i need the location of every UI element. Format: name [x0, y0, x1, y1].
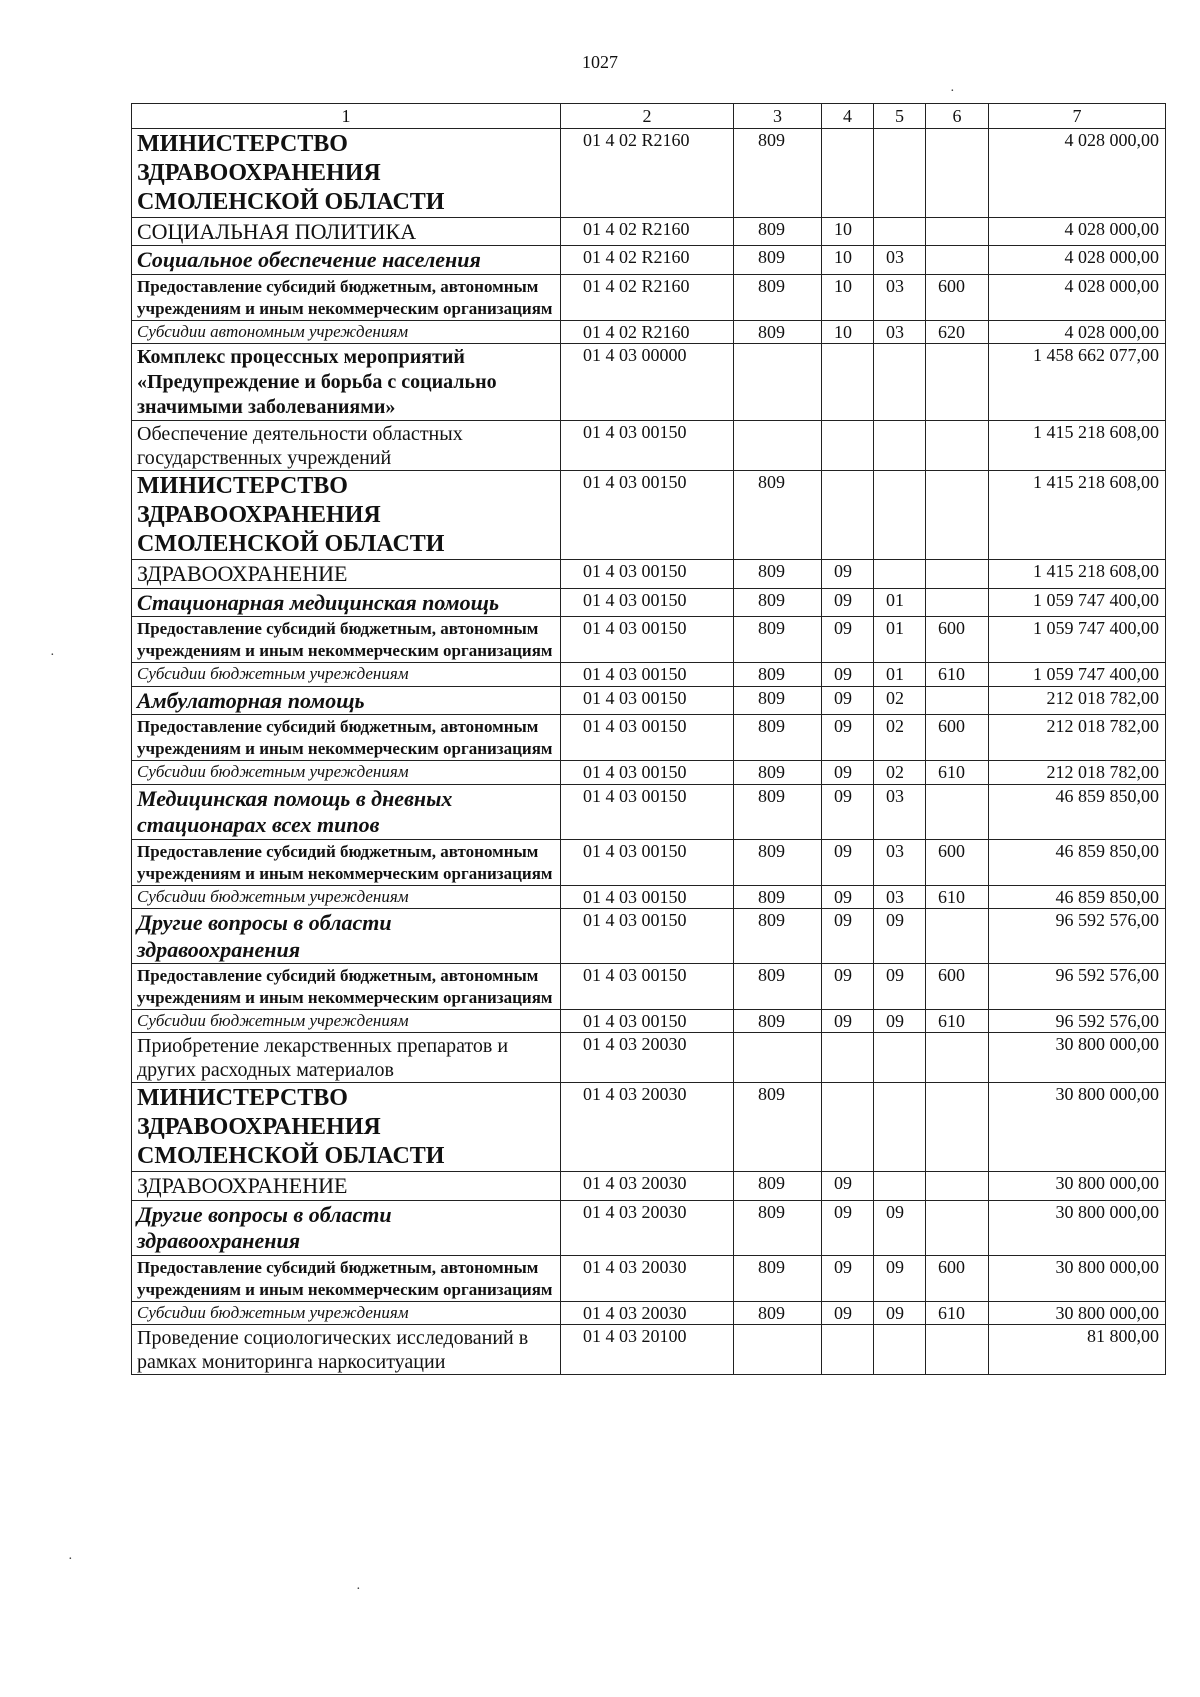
admin-code	[734, 421, 822, 471]
subsection-code	[874, 129, 926, 218]
amount: 4 028 000,00	[989, 274, 1166, 320]
column-number: 2	[561, 104, 734, 129]
row-name: ЗДРАВООХРАНЕНИЕ	[132, 560, 561, 588]
target-article-code: 01 4 02 R2160	[561, 246, 734, 274]
section-code: 09	[822, 839, 874, 885]
row-name: Субсидии бюджетным учреждениям	[132, 663, 561, 687]
table-row-complex	[132, 344, 1166, 421]
admin-code: 809	[734, 246, 822, 274]
table-row-subsection	[132, 909, 1166, 964]
amount: 1 059 747 400,00	[989, 617, 1166, 663]
table-row-grant	[132, 617, 1166, 663]
section-code: 09	[822, 686, 874, 714]
expense-type-code: 600	[926, 1255, 989, 1301]
section-code: 09	[822, 885, 874, 909]
table-row-grant	[132, 963, 1166, 1009]
expense-type-code: 620	[926, 320, 989, 344]
amount: 1 415 218 608,00	[989, 471, 1166, 560]
admin-code: 809	[734, 617, 822, 663]
section-code	[822, 421, 874, 471]
admin-code: 809	[734, 560, 822, 588]
expense-type-code: 610	[926, 1301, 989, 1325]
amount: 30 800 000,00	[989, 1083, 1166, 1172]
row-name: Приобретение лекарственных препаратов и других расходных материалов	[132, 1033, 561, 1083]
section-code: 10	[822, 274, 874, 320]
row-name: Социальное обеспечение населения	[132, 246, 561, 274]
admin-code: 809	[734, 588, 822, 616]
section-code: 09	[822, 715, 874, 761]
amount: 96 592 576,00	[989, 1009, 1166, 1033]
target-article-code: 01 4 03 00150	[561, 839, 734, 885]
target-article-code: 01 4 03 00150	[561, 560, 734, 588]
table-row-subsidy	[132, 761, 1166, 785]
subsection-code	[874, 471, 926, 560]
admin-code: 809	[734, 839, 822, 885]
subsection-code: 03	[874, 839, 926, 885]
target-article-code: 01 4 03 00150	[561, 421, 734, 471]
expense-type-code	[926, 1200, 989, 1255]
row-name: Предоставление субсидий бюджетным, автономным учреждениям и иным некоммерческим организациям	[132, 1255, 561, 1301]
page-number: 1027	[582, 52, 618, 72]
subsection-code: 03	[874, 274, 926, 320]
target-article-code: 01 4 03 20030	[561, 1301, 734, 1325]
row-name: Комплекс процессных мероприятий «Предупреждение и борьба с социально значимыми заболеваниями»	[132, 344, 561, 421]
amount: 30 800 000,00	[989, 1172, 1166, 1200]
admin-code: 809	[734, 909, 822, 964]
section-code	[822, 344, 874, 421]
amount: 46 859 850,00	[989, 839, 1166, 885]
row-name: Субсидии бюджетным учреждениям	[132, 885, 561, 909]
expense-type-code	[926, 686, 989, 714]
section-code: 09	[822, 663, 874, 687]
row-name: Медицинская помощь в дневных стационарах всех типов	[132, 784, 561, 839]
subsection-code: 09	[874, 963, 926, 1009]
admin-code: 809	[734, 963, 822, 1009]
expense-type-code	[926, 129, 989, 218]
expense-type-code: 600	[926, 274, 989, 320]
amount: 30 800 000,00	[989, 1033, 1166, 1083]
row-name: Субсидии автономным учреждениям	[132, 320, 561, 344]
section-code: 09	[822, 909, 874, 964]
section-code	[822, 129, 874, 218]
amount: 212 018 782,00	[989, 761, 1166, 785]
table-row-subsection	[132, 246, 1166, 274]
expense-type-code: 610	[926, 761, 989, 785]
subsection-code	[874, 421, 926, 471]
table-row-ministry	[132, 129, 1166, 218]
section-code: 09	[822, 1255, 874, 1301]
amount: 1 415 218 608,00	[989, 560, 1166, 588]
target-article-code: 01 4 03 20030	[561, 1172, 734, 1200]
amount: 212 018 782,00	[989, 715, 1166, 761]
section-code	[822, 1083, 874, 1172]
amount: 4 028 000,00	[989, 129, 1166, 218]
row-name: Предоставление субсидий бюджетным, автономным учреждениям и иным некоммерческим организациям	[132, 839, 561, 885]
admin-code	[734, 1033, 822, 1083]
section-code	[822, 1325, 874, 1375]
section-code	[822, 1033, 874, 1083]
target-article-code: 01 4 03 20030	[561, 1033, 734, 1083]
expense-type-code	[926, 784, 989, 839]
column-number: 4	[822, 104, 874, 129]
subsection-code: 02	[874, 715, 926, 761]
table-row-section	[132, 560, 1166, 588]
admin-code: 809	[734, 885, 822, 909]
scan-speck-icon: ·	[950, 84, 955, 99]
scan-speck-icon: ·	[356, 1582, 361, 1597]
row-name: Субсидии бюджетным учреждениям	[132, 1301, 561, 1325]
admin-code: 809	[734, 129, 822, 218]
table-row-measure	[132, 421, 1166, 471]
column-number-row	[132, 104, 1166, 129]
expense-type-code: 600	[926, 617, 989, 663]
section-code: 09	[822, 1301, 874, 1325]
target-article-code: 01 4 03 00150	[561, 909, 734, 964]
admin-code: 809	[734, 1172, 822, 1200]
admin-code: 809	[734, 686, 822, 714]
subsection-code: 09	[874, 1301, 926, 1325]
expense-type-code	[926, 1325, 989, 1375]
table-row-subsidy	[132, 885, 1166, 909]
expense-type-code: 610	[926, 663, 989, 687]
expense-type-code: 610	[926, 885, 989, 909]
admin-code: 809	[734, 761, 822, 785]
scan-speck-icon: ·	[50, 648, 55, 663]
section-code: 09	[822, 1009, 874, 1033]
target-article-code: 01 4 03 00150	[561, 471, 734, 560]
section-code: 09	[822, 784, 874, 839]
target-article-code: 01 4 03 00150	[561, 617, 734, 663]
row-name: Амбулаторная помощь	[132, 686, 561, 714]
target-article-code: 01 4 03 00150	[561, 588, 734, 616]
section-code: 09	[822, 1172, 874, 1200]
subsection-code: 09	[874, 1255, 926, 1301]
row-name: МИНИСТЕРСТВО ЗДРАВООХРАНЕНИЯ СМОЛЕНСКОЙ ОБЛАСТИ	[132, 471, 561, 560]
amount: 46 859 850,00	[989, 885, 1166, 909]
target-article-code: 01 4 03 20030	[561, 1255, 734, 1301]
table-row-subsidy	[132, 1301, 1166, 1325]
row-name: МИНИСТЕРСТВО ЗДРАВООХРАНЕНИЯ СМОЛЕНСКОЙ ОБЛАСТИ	[132, 1083, 561, 1172]
target-article-code: 01 4 03 00150	[561, 784, 734, 839]
table-row-grant	[132, 274, 1166, 320]
target-article-code: 01 4 03 00150	[561, 761, 734, 785]
row-name: Субсидии бюджетным учреждениям	[132, 761, 561, 785]
amount: 1 059 747 400,00	[989, 588, 1166, 616]
amount: 1 059 747 400,00	[989, 663, 1166, 687]
amount: 4 028 000,00	[989, 320, 1166, 344]
admin-code	[734, 1325, 822, 1375]
subsection-code: 09	[874, 1009, 926, 1033]
admin-code: 809	[734, 1083, 822, 1172]
scan-speck-icon: ·	[68, 1552, 73, 1567]
subsection-code: 01	[874, 663, 926, 687]
admin-code: 809	[734, 320, 822, 344]
row-name: Предоставление субсидий бюджетным, автономным учреждениям и иным некоммерческим организациям	[132, 274, 561, 320]
expense-type-code	[926, 344, 989, 421]
subsection-code: 01	[874, 588, 926, 616]
expense-type-code	[926, 1033, 989, 1083]
section-code: 09	[822, 1200, 874, 1255]
target-article-code: 01 4 02 R2160	[561, 320, 734, 344]
table-row-measure	[132, 1325, 1166, 1375]
target-article-code: 01 4 02 R2160	[561, 129, 734, 218]
amount: 4 028 000,00	[989, 246, 1166, 274]
admin-code: 809	[734, 715, 822, 761]
section-code: 10	[822, 246, 874, 274]
subsection-code	[874, 1083, 926, 1172]
admin-code: 809	[734, 471, 822, 560]
section-code: 09	[822, 560, 874, 588]
column-number: 7	[989, 104, 1166, 129]
table-row-grant	[132, 715, 1166, 761]
section-code: 09	[822, 963, 874, 1009]
section-code: 09	[822, 761, 874, 785]
subsection-code: 02	[874, 686, 926, 714]
section-code: 10	[822, 218, 874, 246]
target-article-code: 01 4 03 00150	[561, 663, 734, 687]
column-number: 3	[734, 104, 822, 129]
subsection-code: 03	[874, 784, 926, 839]
admin-code: 809	[734, 274, 822, 320]
expense-type-code	[926, 909, 989, 964]
row-name: ЗДРАВООХРАНЕНИЕ	[132, 1172, 561, 1200]
amount: 30 800 000,00	[989, 1200, 1166, 1255]
row-name: Проведение социологических исследований в рамках мониторинга наркоситуации	[132, 1325, 561, 1375]
column-number: 5	[874, 104, 926, 129]
amount: 1 458 662 077,00	[989, 344, 1166, 421]
subsection-code: 09	[874, 909, 926, 964]
budget-table	[131, 103, 1166, 1375]
table-row-grant	[132, 839, 1166, 885]
target-article-code: 01 4 03 20100	[561, 1325, 734, 1375]
target-article-code: 01 4 03 00150	[561, 885, 734, 909]
section-code: 09	[822, 588, 874, 616]
admin-code: 809	[734, 1200, 822, 1255]
target-article-code: 01 4 03 00150	[561, 686, 734, 714]
expense-type-code	[926, 1172, 989, 1200]
table-row-subsidy	[132, 663, 1166, 687]
subsection-code: 03	[874, 885, 926, 909]
target-article-code: 01 4 03 00150	[561, 715, 734, 761]
subsection-code	[874, 1033, 926, 1083]
target-article-code: 01 4 02 R2160	[561, 218, 734, 246]
row-name: Субсидии бюджетным учреждениям	[132, 1009, 561, 1033]
subsection-code: 02	[874, 761, 926, 785]
target-article-code: 01 4 02 R2160	[561, 274, 734, 320]
amount: 96 592 576,00	[989, 909, 1166, 964]
table-row-subsection	[132, 784, 1166, 839]
subsection-code: 03	[874, 320, 926, 344]
table-row-subsection	[132, 588, 1166, 616]
amount: 4 028 000,00	[989, 218, 1166, 246]
admin-code: 809	[734, 1009, 822, 1033]
expense-type-code	[926, 471, 989, 560]
row-name: СОЦИАЛЬНАЯ ПОЛИТИКА	[132, 218, 561, 246]
section-code: 09	[822, 617, 874, 663]
table-row-ministry	[132, 471, 1166, 560]
subsection-code	[874, 560, 926, 588]
expense-type-code: 600	[926, 715, 989, 761]
expense-type-code	[926, 1083, 989, 1172]
section-code	[822, 471, 874, 560]
expense-type-code: 600	[926, 963, 989, 1009]
table-row-section	[132, 1172, 1166, 1200]
expense-type-code	[926, 218, 989, 246]
target-article-code: 01 4 03 00000	[561, 344, 734, 421]
expense-type-code: 610	[926, 1009, 989, 1033]
table-row-grant	[132, 1255, 1166, 1301]
row-name: Стационарная медицинская помощь	[132, 588, 561, 616]
amount: 81 800,00	[989, 1325, 1166, 1375]
row-name: Другие вопросы в области здравоохранения	[132, 1200, 561, 1255]
row-name: Предоставление субсидий бюджетным, автономным учреждениям и иным некоммерческим организациям	[132, 617, 561, 663]
table-row-subsidy	[132, 320, 1166, 344]
expense-type-code	[926, 560, 989, 588]
table-row-subsection	[132, 686, 1166, 714]
subsection-code	[874, 1325, 926, 1375]
expense-type-code	[926, 421, 989, 471]
subsection-code	[874, 218, 926, 246]
admin-code: 809	[734, 1255, 822, 1301]
expense-type-code	[926, 588, 989, 616]
admin-code: 809	[734, 1301, 822, 1325]
row-name: Обеспечение деятельности областных государственных учреждений	[132, 421, 561, 471]
target-article-code: 01 4 03 20030	[561, 1200, 734, 1255]
admin-code: 809	[734, 218, 822, 246]
admin-code: 809	[734, 663, 822, 687]
target-article-code: 01 4 03 00150	[561, 963, 734, 1009]
amount: 46 859 850,00	[989, 784, 1166, 839]
expense-type-code	[926, 246, 989, 274]
target-article-code: 01 4 03 20030	[561, 1083, 734, 1172]
budget-table-container	[131, 103, 1165, 1375]
column-number: 1	[132, 104, 561, 129]
subsection-code: 03	[874, 246, 926, 274]
amount: 30 800 000,00	[989, 1301, 1166, 1325]
table-row-subsidy	[132, 1009, 1166, 1033]
admin-code: 809	[734, 784, 822, 839]
column-number: 6	[926, 104, 989, 129]
target-article-code: 01 4 03 00150	[561, 1009, 734, 1033]
row-name: МИНИСТЕРСТВО ЗДРАВООХРАНЕНИЯ СМОЛЕНСКОЙ ОБЛАСТИ	[132, 129, 561, 218]
subsection-code: 01	[874, 617, 926, 663]
budget-table-body	[132, 129, 1166, 1375]
table-row-subsection	[132, 1200, 1166, 1255]
row-name: Другие вопросы в области здравоохранения	[132, 909, 561, 964]
expense-type-code: 600	[926, 839, 989, 885]
amount: 30 800 000,00	[989, 1255, 1166, 1301]
table-row-section	[132, 218, 1166, 246]
table-row-measure	[132, 1033, 1166, 1083]
table-row-ministry	[132, 1083, 1166, 1172]
subsection-code	[874, 1172, 926, 1200]
row-name: Предоставление субсидий бюджетным, автономным учреждениям и иным некоммерческим организациям	[132, 963, 561, 1009]
amount: 1 415 218 608,00	[989, 421, 1166, 471]
subsection-code: 09	[874, 1200, 926, 1255]
admin-code	[734, 344, 822, 421]
amount: 212 018 782,00	[989, 686, 1166, 714]
section-code: 10	[822, 320, 874, 344]
amount: 96 592 576,00	[989, 963, 1166, 1009]
row-name: Предоставление субсидий бюджетным, автономным учреждениям и иным некоммерческим организациям	[132, 715, 561, 761]
subsection-code	[874, 344, 926, 421]
